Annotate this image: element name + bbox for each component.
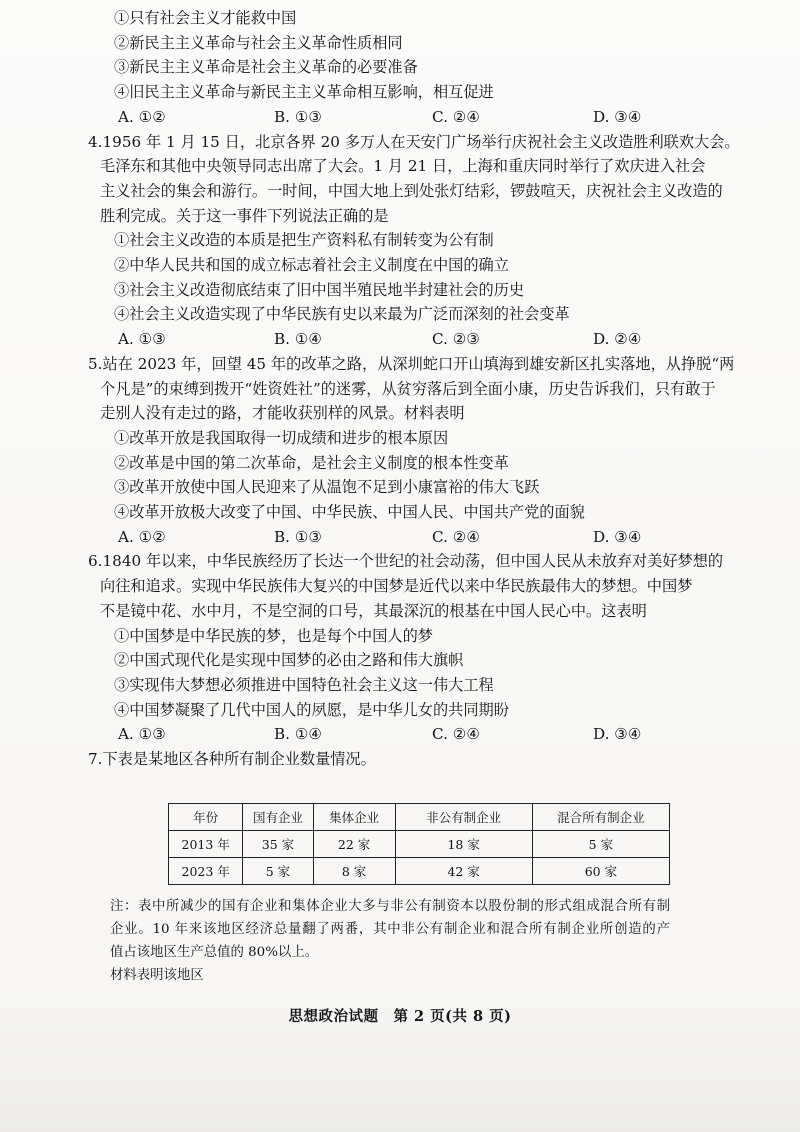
q4-choice-a: A. ①③ [118, 330, 166, 349]
q7-stem: 7.下表是某地区各种所有制企业数量情况。 [88, 750, 376, 769]
q5-choice-d: D. ③④ [593, 527, 642, 546]
table-cell: 5 家 [532, 831, 669, 858]
q6-choice-a: A. ①③ [118, 725, 166, 744]
q4-choices [100, 327, 700, 352]
question-content [88, 6, 740, 772]
q6-stem-2: 向往和追求。实现中华民族伟大复兴的中国梦是近代以来中华民族最伟大的梦想。中国梦 [100, 577, 693, 596]
table-row [169, 858, 670, 885]
table-cell: 8 家 [313, 858, 395, 885]
q3-choice-b: B. ①③ [274, 107, 323, 126]
q5-choice-b: B. ①③ [274, 527, 323, 546]
q6-option-1: ①中国梦是中华民族的梦，也是每个中国人的梦 [114, 626, 433, 645]
q3-choices [100, 105, 700, 130]
table-header-cell: 非公有制企业 [395, 804, 532, 831]
table-header-cell: 国有企业 [243, 804, 313, 831]
q5-choice-c: C. ②④ [432, 527, 480, 546]
q6-option-2: ②中国式现代化是实现中国梦的必由之路和伟大旗帜 [114, 651, 464, 670]
note-line-3: 值占该地区生产总值的 80%以上。 [110, 945, 319, 960]
q4-stem-2: 毛泽东和其他中央领导同志出席了大会。1 月 21 日，上海和重庆同时举行了欢庆进入社会 [100, 157, 706, 176]
q5-stem-1: 5.站在 2023 年，回望 45 年的改革之路，从深圳蛇口开山填海到雄安新区扎实落地，从挣脱“两 [88, 354, 735, 373]
q6-option-3: ③实现伟大梦想必须推进中国特色社会主义这一伟大工程 [114, 675, 494, 694]
q4-stem-1: 4.1956 年 1 月 15 日，北京各界 20 多万人在天安门广场举行庆祝社会主义改造胜利联欢大会。 [88, 132, 740, 151]
q6-choice-d: D. ③④ [593, 725, 642, 744]
page-footer: 思想政治试题 第 2 页(共 8 页) [288, 1008, 512, 1025]
q3-choice-c: C. ②④ [432, 107, 480, 126]
q3-choice-a: A. ①② [118, 107, 166, 126]
q6-choice-c: C. ②④ [432, 725, 480, 744]
q6-stem-3: 不是镜中花、水中月，不是空洞的口号，其最深沉的根基在中国人民心中。这表明 [100, 601, 647, 620]
q4-option-3: ③社会主义改造彻底结束了旧中国半殖民地半封建社会的历史 [114, 280, 525, 299]
q4-option-2: ②中华人民共和国的成立标志着社会主义制度在中国的确立 [114, 256, 509, 275]
q4-stem-3: 主义社会的集会和游行。一时间，中国大地上到处张灯结彩，锣鼓喧天，庆祝社会主义改造的 [100, 181, 723, 200]
table-row [169, 831, 670, 858]
q6-choices [100, 722, 700, 747]
q5-stem-3: 走别人没有走过的路，才能收获别样的风景。材料表明 [100, 404, 465, 423]
table-cell: 60 家 [532, 858, 669, 885]
q3-option-4: ④旧民主主义革命与新民主主义革命相互影响，相互促进 [114, 83, 494, 102]
table-cell: 2023 年 [169, 858, 243, 885]
table-cell: 2013 年 [169, 831, 243, 858]
q4-option-1: ①社会主义改造的本质是把生产资料私有制转变为公有制 [114, 231, 494, 250]
q5-option-1: ①改革开放是我国取得一切成绩和进步的根本原因 [114, 428, 449, 447]
q5-stem-2: 个凡是”的束缚到拨开“姓资姓社”的迷雾，从贫穷落后到全面小康，历史告诉我们，只有敢于 [100, 379, 716, 398]
q5-choices [100, 525, 700, 550]
q3-option-3: ③新民主主义革命是社会主义革命的必要准备 [114, 58, 418, 77]
q4-choice-d: D. ②④ [593, 330, 642, 349]
q3-option-2: ②新民主主义革命与社会主义革命性质相同 [114, 33, 403, 52]
table-header-row [169, 804, 670, 831]
table-header-cell: 年份 [169, 804, 243, 831]
table-cell: 5 家 [243, 858, 313, 885]
enterprise-table [168, 803, 670, 885]
q5-choice-a: A. ①② [118, 527, 166, 546]
table-cell: 35 家 [243, 831, 313, 858]
q5-option-3: ③改革开放使中国人民迎来了从温饱不足到小康富裕的伟大飞跃 [114, 478, 540, 497]
q5-option-2: ②改革是中国的第二次革命，是社会主义制度的根本性变革 [114, 453, 509, 472]
table-cell: 22 家 [313, 831, 395, 858]
table-note [110, 895, 670, 987]
q3-option-1: ①只有社会主义才能救中国 [114, 9, 297, 27]
table-cell: 18 家 [395, 831, 532, 858]
table-header-cell: 集体企业 [313, 804, 395, 831]
q4-choice-c: C. ②③ [432, 330, 480, 349]
q4-option-4: ④社会主义改造实现了中华民族有史以来最为广泛而深刻的社会变革 [114, 305, 570, 324]
q6-stem-1: 6.1840 年以来，中华民族经历了长达一个世纪的社会动荡，但中国人民从未放弃对美好梦想的 [88, 552, 724, 571]
q7-tail: 材料表明该地区 [110, 968, 204, 983]
q4-stem-4: 胜利完成。关于这一事件下列说法正确的是 [100, 206, 389, 225]
q6-choice-b: B. ①④ [274, 725, 323, 744]
note-line-2: 企业。10 年来该地区经济总量翻了两番，其中非公有制企业和混合所有制企业所创造的产 [110, 922, 670, 937]
note-line-1: 注：表中所减少的国有企业和集体企业大多与非公有制资本以股份制的形式组成混合所有制 [110, 899, 670, 914]
q6-option-4: ④中国梦凝聚了几代中国人的夙愿，是中华儿女的共同期盼 [114, 700, 509, 719]
table-header-cell: 混合所有制企业 [532, 804, 669, 831]
q5-option-4: ④改革开放极大改变了中国、中华民族、中国人民、中国共产党的面貌 [114, 503, 585, 522]
q4-choice-b: B. ①④ [274, 330, 323, 349]
q3-choice-d: D. ③④ [593, 107, 642, 126]
table-cell: 42 家 [395, 858, 532, 885]
